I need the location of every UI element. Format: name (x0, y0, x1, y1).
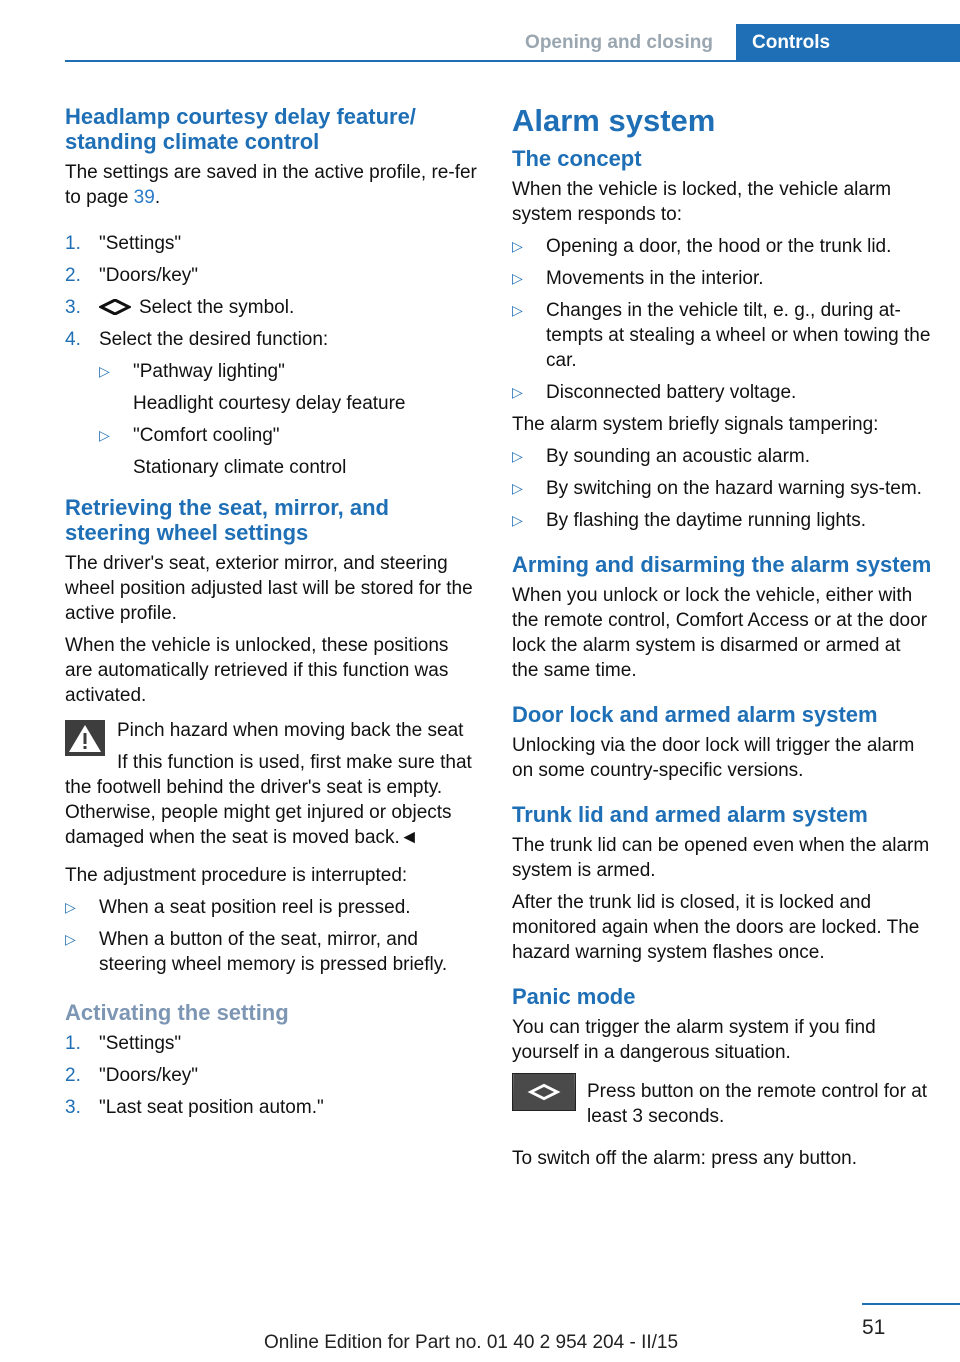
triangle-bullet-icon: ▷ (512, 302, 523, 318)
interrupt-list (65, 895, 477, 977)
concept-text: Movements in the interior. (546, 268, 764, 289)
step-number: 4. (65, 329, 81, 350)
warning-body: If this function is used, first make sure that the footwell behind the driver's seat is empty. Otherwise, people might get injured or objects damaged when the seat is moved back.◄ (65, 752, 472, 848)
heading-activating: Activating the setting (65, 1000, 289, 1025)
heading-concept: The concept (512, 146, 642, 171)
step-item (65, 263, 477, 288)
triangle-bullet-icon: ▷ (65, 899, 76, 915)
page-number: 51 (862, 1316, 886, 1339)
signal-list (512, 444, 932, 533)
step-number: 1. (65, 1033, 81, 1054)
footer-rule (862, 1303, 960, 1305)
step-number: 3. (65, 1097, 81, 1118)
step-number: 1. (65, 233, 81, 254)
triangle-bullet-icon: ▷ (512, 270, 523, 286)
triangle-bullet-icon: ▷ (65, 931, 76, 947)
para-interrupted: The adjustment procedure is interrupted: (65, 865, 408, 886)
step-text: "Doors/key" (99, 265, 199, 286)
step-item (65, 295, 477, 320)
concept-text: Changes in the vehicle tilt, e. g., during at-tempts at stealing a wheel or when towing the car. (546, 300, 931, 371)
heading-arming: Arming and disarming the alarm system (512, 552, 932, 577)
option-item (99, 423, 477, 480)
step-number: 2. (65, 265, 81, 286)
step-item (65, 327, 477, 480)
signal-text: By flashing the daytime running lights. (546, 510, 867, 531)
concept-item (512, 266, 932, 291)
option-desc: Stationary climate control (133, 457, 347, 478)
para-arming: When you unlock or lock the vehicle, either with the remote control, Comfort Access or at the door lock the alarm system is disarmed or armed at the same time. (512, 585, 928, 681)
triangle-bullet-icon: ▷ (99, 363, 110, 379)
signal-item (512, 508, 932, 533)
step-number: 3. (65, 297, 81, 318)
triangle-bullet-icon: ▷ (512, 238, 523, 254)
step-text: "Settings" (99, 1033, 182, 1054)
warning-triangle-icon (65, 720, 105, 756)
diamond-symbol-icon (99, 299, 131, 315)
concept-text: Disconnected battery voltage. (546, 382, 797, 403)
para-doorlock: Unlocking via the door lock will trigger the alarm on some country-specific versions. (512, 735, 915, 781)
step-text: "Doors/key" (99, 1065, 199, 1086)
interrupt-item (65, 927, 477, 977)
para-retrieving-2: When the vehicle is unlocked, these positions are automatically retrieved if this function was activated. (65, 635, 449, 706)
heading-retrieving: Retrieving the seat, mirror, and steering wheel settings (65, 495, 389, 545)
remote-button-block (512, 1079, 932, 1129)
left-column (65, 104, 477, 1127)
step-item (65, 1031, 477, 1056)
para-trunk-1: The trunk lid can be opened even when the alarm system is armed. (512, 835, 930, 881)
triangle-bullet-icon: ▷ (512, 384, 523, 400)
heading-trunk: Trunk lid and armed alarm system (512, 802, 868, 827)
triangle-bullet-icon: ▷ (512, 448, 523, 464)
step-text: Select the desired function: (99, 329, 329, 350)
warning-title: Pinch hazard when moving back the seat (117, 720, 464, 741)
steps-list-2 (65, 1031, 477, 1120)
interrupt-item (65, 895, 477, 920)
para-signals: The alarm system briefly signals tampering: (512, 414, 879, 435)
heading-alarm-system: Alarm system (512, 103, 716, 138)
signal-item (512, 476, 932, 501)
step-text: "Settings" (99, 233, 182, 254)
chapter-label: Controls (752, 31, 831, 53)
signal-text: By switching on the hazard warning sys-tem. (546, 478, 922, 499)
option-item (99, 359, 477, 416)
header-section-tab: Opening and closing (525, 32, 713, 53)
interrupt-text: When a seat position reel is pressed. (99, 897, 411, 918)
triangle-bullet-icon: ▷ (99, 427, 110, 443)
para-press: Press button on the remote control for at least 3 seconds. (587, 1081, 928, 1127)
step-item (65, 1063, 477, 1088)
interrupt-text: When a button of the seat, mirror, and steering wheel memory is pressed briefly. (99, 929, 448, 975)
heading-doorlock: Door lock and armed alarm system (512, 702, 878, 727)
remote-panic-button-icon (512, 1073, 576, 1111)
option-title: "Pathway lighting" (133, 361, 285, 382)
heading-headlamp: Headlamp courtesy delay feature/ standing climate control (65, 104, 416, 154)
step-text: "Last seat position autom." (99, 1097, 324, 1118)
step-item (65, 231, 477, 256)
signal-text: By sounding an acoustic alarm. (546, 446, 811, 467)
para-panic: You can trigger the alarm system if you find yourself in a dangerous situation. (512, 1017, 876, 1063)
concept-text: Opening a door, the hood or the trunk lid. (546, 236, 892, 257)
concept-item (512, 298, 932, 373)
para-saved-text: The settings are saved in the active profile, re-fer to page (65, 162, 477, 208)
para-saved (65, 160, 477, 210)
footer-edition: Online Edition for Part no. 01 40 2 954 204 - II/15 (264, 1332, 679, 1353)
triangle-bullet-icon: ▷ (512, 512, 523, 528)
page-link[interactable]: 39 (133, 187, 155, 208)
option-desc: Headlight courtesy delay feature (133, 393, 406, 414)
function-options (99, 359, 477, 480)
step-number: 2. (65, 1065, 81, 1086)
para-saved-end: . (154, 187, 161, 208)
concept-list (512, 234, 932, 405)
step-text: Select the symbol. (139, 297, 295, 318)
step-item (65, 1095, 477, 1120)
concept-item (512, 380, 932, 405)
para-trunk-2: After the trunk lid is closed, it is locked and monitored again when the doors are locked. The hazard warning system flashes once. (512, 892, 920, 963)
warning-block (65, 718, 477, 850)
para-switchoff: To switch off the alarm: press any button. (512, 1148, 857, 1169)
para-concept: When the vehicle is locked, the vehicle alarm system responds to: (512, 179, 892, 225)
option-title: "Comfort cooling" (133, 425, 280, 446)
para-retrieving-1: The driver's seat, exterior mirror, and steering wheel position adjusted last will be stored for the active profile. (65, 553, 473, 624)
header-chapter-tab (736, 24, 960, 61)
triangle-bullet-icon: ▷ (512, 480, 523, 496)
heading-panic: Panic mode (512, 984, 636, 1009)
right-column (512, 104, 932, 1178)
steps-list-1 (65, 231, 477, 480)
signal-item (512, 444, 932, 469)
header-rule (65, 60, 960, 62)
concept-item (512, 234, 932, 259)
